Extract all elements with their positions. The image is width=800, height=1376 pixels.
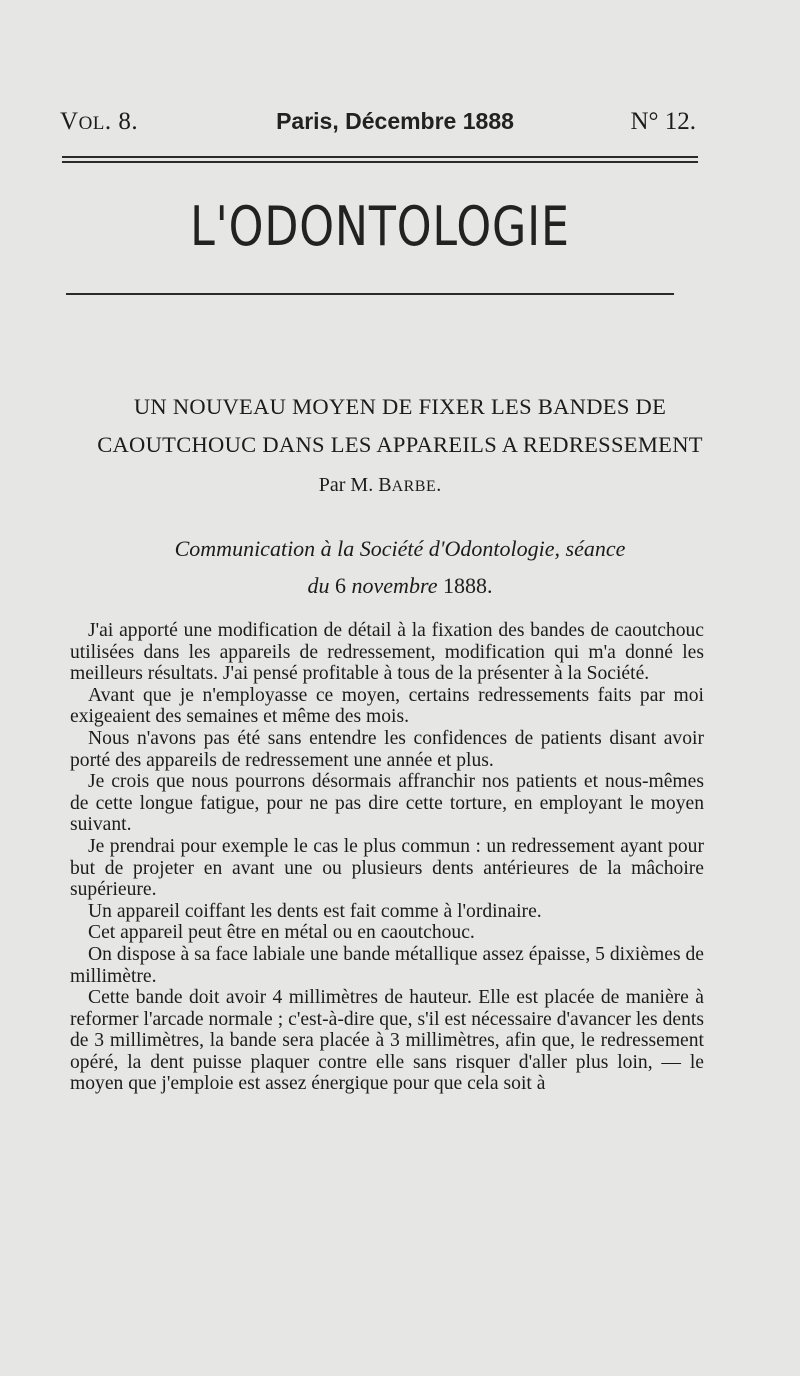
- communication-month: novembre: [351, 573, 438, 598]
- paragraph: Je crois que nous pourrons désormais affranchir nos patients et nous-mêmes de cette longue fatigue, pour ne pas dire cette torture, en employant le moyen suivant.: [70, 771, 704, 836]
- header-rule-top: [62, 156, 698, 158]
- header-rule-bottom: [62, 161, 698, 163]
- paragraph: Un appareil coiffant les dents est fait comme à l'ordinaire.: [88, 900, 542, 922]
- paragraph: On dispose à sa face labiale une bande métallique assez épaisse, 5 dixièmes de millimètre.: [70, 943, 704, 987]
- title-rule: [66, 293, 674, 295]
- article-title-line-2: CAOUTCHOUC DANS LES APPAREILS A REDRESSEMENT: [97, 432, 703, 457]
- place-date: Paris, Décembre 1888: [276, 108, 514, 134]
- article-body: [70, 620, 704, 1095]
- volume-label: [60, 108, 138, 136]
- paragraph: Cette bande doit avoir 4 millimètres de hauteur. Elle est placée de manière à reformer l'arcade normale ; c'est-à-dire que, s'il est nécessaire d'avancer les dents de 3 millimètres, la bande sera placée à 3 millimètres, afin que, le redressement opéré, la dent puisse plaquer contre elle sans risquer d'aller plus loin, — le moyen que j'emploie est assez énergique pour que cela soit à: [70, 987, 704, 1095]
- communication-day: 6: [335, 573, 347, 598]
- communication-year: 1888.: [442, 573, 493, 598]
- issue-number: N° 12.: [630, 108, 696, 135]
- journal-title: L'ODONTOLOGIE: [190, 195, 570, 258]
- communication-line-2: [70, 567, 730, 604]
- communication-prefix: du: [307, 573, 330, 598]
- author-small-caps: ARBE: [391, 478, 437, 495]
- paragraph: J'ai apporté une modification de détail à la fixation des bandes de caoutchouc utilisées dans les appareils de redressement, modification qui m'a donné les meilleurs résultats. J'ai pensé profitable à tous de la présenter à la Société.: [70, 620, 704, 685]
- communication-note: [70, 530, 730, 604]
- paragraph: Avant que je n'employasse ce moyen, certains redressements faits par moi exigeaient des semaines et même des mois.: [70, 684, 704, 728]
- author-prefix: Par M. B: [318, 474, 392, 496]
- paragraph: Cet appareil peut être en métal ou en caoutchouc.: [88, 922, 475, 944]
- communication-line-1: Communication à la Société d'Odontologie, séance: [174, 536, 626, 561]
- article-title: [50, 388, 750, 464]
- author-line: [0, 474, 760, 497]
- paragraph: Nous n'avons pas été sans entendre les confidences de patients disant avoir porté des appareils de redressement une année et plus.: [70, 727, 704, 771]
- volume-small-caps: OL: [78, 113, 105, 134]
- volume-number: . 8.: [104, 108, 139, 135]
- author-suffix: .: [436, 474, 442, 496]
- paragraph: Je prendrai pour exemple le cas le plus commun : un redressement ayant pour but de projeter en avant une ou plusieurs dents antérieures de la mâchoire supérieure.: [70, 835, 704, 901]
- running-header: [60, 108, 700, 142]
- volume-prefix: V: [60, 108, 79, 135]
- article-title-line-1: UN NOUVEAU MOYEN DE FIXER LES BANDES DE: [133, 394, 667, 419]
